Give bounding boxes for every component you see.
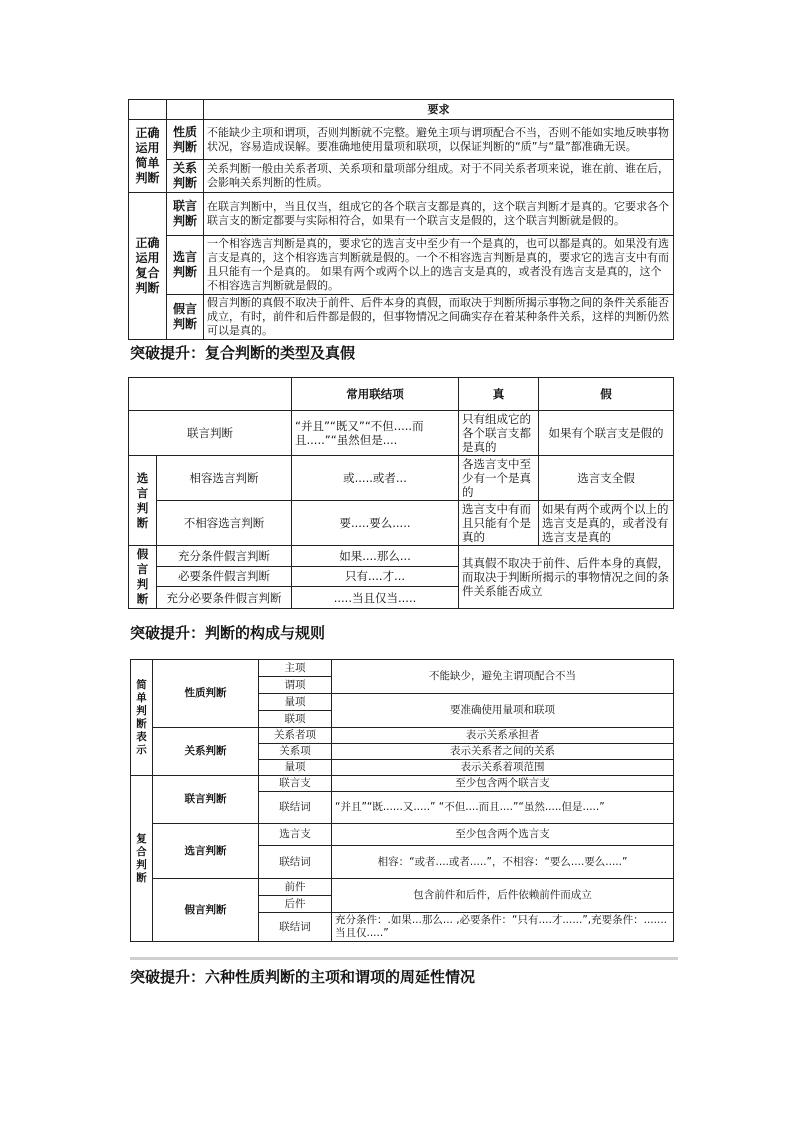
judgment-structure-table [130,659,674,942]
type-cell: 选言判断 [167,236,204,295]
header-connective: 常用联结项 [292,378,459,411]
group-xuanyan: 选言判断 [129,456,157,546]
requirement-text: 在联言判断中，当且仅当，组成它的各个联言支都是真的，这个联言判断才是真的。它要求各个联言支的断定都要与实际相符合，如果有一个联言支是假的，这个联言判断就是假的。 [204,193,674,236]
group-simple: 正确运用简单判断 [129,120,167,193]
corner-cell [129,100,167,120]
part-lianjieci: 联结词 [259,913,332,942]
part-guanxizhe: 关系者项 [259,728,332,744]
part-qianjian: 前件 [259,879,332,896]
type-chongfen: 充分条件假言判断 [157,546,292,567]
guanxiliang-desc: 表示关系着项范围 [332,760,674,776]
type-chongyao: 充分必要条件假言判断 [157,587,292,609]
type-guanxi: 关系判断 [153,728,259,776]
type-xiangrong: 相容选言判断 [157,456,292,501]
type-cell: 性质判断 [167,120,204,160]
xuanyanzhi-desc: 至少包含两个选言支 [332,824,674,846]
type-xingzhi: 性质判断 [153,660,259,728]
type-lianyan: 联言判断 [129,411,292,456]
corner-cell [129,378,292,411]
type-lianyan: 联言判断 [153,776,259,824]
jiayan-truth-note: 其真假不取决于前件、后件本身的真假，而取决于判断所揭示的事物情况之间的条件关系能否成立 [459,546,674,609]
divider [130,957,678,960]
chongyao-connective: .....当且仅当..... [292,587,459,609]
corner-cell [167,100,204,120]
buxiangrong-connective: 要.....要么..... [292,501,459,546]
header-requirement: 要求 [204,100,674,120]
requirements-table [128,99,674,340]
requirement-text: 一个相容选言判断是真的，要求它的选言支中至少有一个是真的，也可以都是真的。如果没有选言支是真的，这个相容选言判断就是假的。一个不相容选言判断是真的，要求它的选言支中有而且只能有一个是真的。 如果有两个或两个以上的选言支是真的，或者没有选言支是真的，这个不相容选言判断就是假的。 [204,236,674,295]
part-guanxiliang: 量项 [259,760,332,776]
xiangrong-false: 选言支全假 [539,456,674,501]
group-compound: 正确运用复合判断 [129,193,167,340]
part-lianyanzhi: 联言支 [259,776,332,792]
part-houjian: 后件 [259,896,332,913]
xuanyan-connectives: 相容：“或者....或者.....”，不相容：“要么....要么.....” [332,846,674,879]
zhu-wei-rule: 不能缺少，避免主谓项配合不当 [332,660,674,694]
type-cell: 联言判断 [167,193,204,236]
part-lianjieci: 联结词 [259,846,332,879]
requirement-text: 不能缺少主项和谓项，否则判断就不完整。避免主项与谓项配合不当，否则不能如实地反映事物状况，容易造成误解。要准确地使用量项和联项，以保证判断的“质”与“量”都准确无误。 [204,120,674,160]
lianyan-connective: “并且”“既又”“不但.....而且.....”“虽然但是.... [292,411,459,456]
part-xuanyanzhi: 选言支 [259,824,332,846]
xiangrong-true: 各选言支中至少有一个是真的 [459,456,539,501]
type-cell: 假言判断 [167,295,204,340]
group-compound: 复合判断 [131,776,153,942]
group-jiayan: 假言判断 [129,546,157,609]
heading-compound-types: 突破提升：复合判断的类型及真假 [130,344,356,362]
type-jiayan: 假言判断 [153,879,259,942]
group-simple: 简单判断表示 [131,660,153,776]
part-zhuxiang: 主项 [259,660,332,677]
part-lianjieci: 联结词 [259,792,332,824]
xiangrong-connective: 或.....或者... [292,456,459,501]
header-false: 假 [539,378,674,411]
requirement-text: 假言判断的真假不取决于前件、后件本身的真假，而取决于判断所揭示事物之间的条件关系能否成立，有时，前件和后件都是假的，但事物情况之间确实存在着某种条件关系，这样的判断仍然可以是真的。 [204,295,674,340]
buxiangrong-false: 如果有两个或两个以上的选言支是真的，或者没有选言支是真的 [539,501,674,546]
jiayan-connectives: 充分条件：.如果...那么... ,必要条件：“只有....才......”,充要条件：.......当且仅.....” [332,913,674,942]
part-liangxiang: 量项 [259,694,332,711]
part-guanxixiang: 关系项 [259,744,332,760]
type-xuanyan: 选言判断 [153,824,259,879]
chongfen-connective: 如果....那么... [292,546,459,567]
heading-judgment-structure: 突破提升：判断的构成与规则 [130,624,326,642]
type-biyao: 必要条件假言判断 [157,566,292,587]
requirement-text: 关系判断一般由关系者项、关系项和量项部分组成。对于不同关系者项来说，谁在前、谁在后，会影响关系判断的性质。 [204,160,674,193]
lianyan-connectives: “并且”“既......又.....” “不但....而且....”“虽然.....但是.....” [332,792,674,824]
part-weixiang: 谓项 [259,677,332,694]
lianyan-true: 只有组成它的各个联言支都是真的 [459,411,539,456]
compound-types-table [128,377,674,609]
part-lianxiang: 联项 [259,711,332,728]
qian-hou-desc: 包含前件和后件，后件依赖前件而成立 [332,879,674,913]
guanxizhe-desc: 表示关系承担者 [332,728,674,744]
type-cell: 关系判断 [167,160,204,193]
header-true: 真 [459,378,539,411]
buxiangrong-true: 选言支中有而且只能有个是真的 [459,501,539,546]
biyao-connective: 只有....才... [292,566,459,587]
type-buxiangrong: 不相容选言判断 [157,501,292,546]
lianyanzhi-desc: 至少包含两个联言支 [332,776,674,792]
guanxixiang-desc: 表示关系者之间的关系 [332,744,674,760]
lianyan-false: 如果有个联言支是假的 [539,411,674,456]
liang-lian-rule: 要准确使用量项和联项 [332,694,674,728]
heading-distribution: 突破提升：六种性质判断的主项和谓项的周延性情况 [130,968,476,986]
